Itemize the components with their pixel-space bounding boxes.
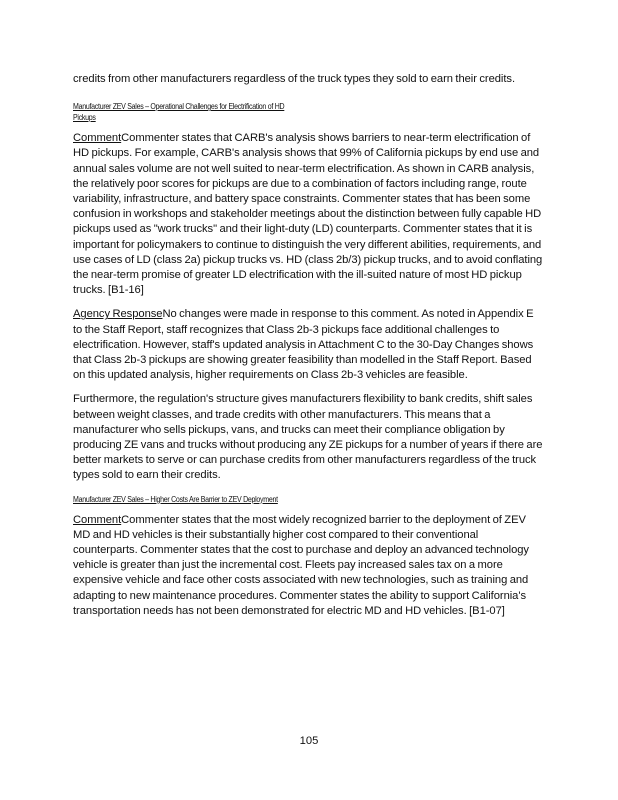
- comment-text: Commenter states that CARB's analysis shows barriers to near-term electrification of HD pickups. For example, CARB's analysis shows that 99% of California pickups by end use and annual sales volume are not well suited to near-term electrification. As shown in CARB analysis, the relatively poor scores for pickups are due to a combination of factors including range, route variability, infrastructure, and battery space constraints. Commenter states that has been some confusion in workshops and stakeholder meetings about the distinction between fully capable HD pickups used as "work trucks" and their light-duty (LD) counterparts. Commenter states that it is important for policymakers to continue to distinguish the very different abilities, requirements, and use cases of LD (class 2a) pickup trucks vs. HD (class 2b/3) pickup trucks, and to avoid conflating the near-term promise of greater LD electrification with the ill-suited nature of most HD pickup trucks. [B1-16]: [73, 132, 543, 297]
- agency-response-label: Agency Response: [73, 308, 163, 321]
- section-heading-costs-line: Manufacturer ZEV Sales – Higher Costs Are Barrier to ZEV Deployment: [73, 493, 278, 504]
- section-heading-costs: [73, 494, 499, 505]
- page-number: 105: [299, 735, 319, 747]
- document-page: [73, 72, 545, 619]
- agency-response-paragraph-2: Furthermore, the regulation's structure gives manufacturers flexibility to bank credits, shift sales between weight classes, and trade credits with other manufacturers. This means that a manufacturer who sells pickups, vans, and trucks can meet their compliance obligation by producing ZE vans and trucks without producing any ZE pickups for a number of years if there are better markets to serve or can purchase credits from other manufacturers regardless of the truck types sold to earn their credits.: [73, 393, 543, 482]
- section-heading-line-2: Pickups: [73, 112, 96, 123]
- comment-text-2: Commenter states that the most widely recognized barrier to the deployment of ZEV MD and HD vehicles is their substantially higher cost compared to their conventional counterparts. Commenter states that the cost to purchase and deploy an advanced technology vehicle is greater than just the incremental cost. Fleets pay increased sales tax on a more expensive vehicle and face other costs associated with new technologies, such as training and adapting to new maintenance procedures. Commenter states the ability to support California's transportation needs has not been demonstrated for electric MD and HD vehicles. [B1-07]: [73, 513, 529, 617]
- comment-label: Comment: [73, 132, 122, 145]
- intro-paragraph: credits from other manufacturers regardless of the truck types they sold to earn their credits.: [73, 73, 516, 85]
- comment-label-2: Comment: [73, 513, 122, 526]
- section-heading-line-1: Manufacturer ZEV Sales – Operational Challenges for Electrification of HD: [73, 101, 285, 112]
- section-heading-pickups: [73, 101, 499, 123]
- agency-response-paragraph: [73, 307, 545, 383]
- comment-paragraph-1: [73, 131, 545, 298]
- agency-response-text: No changes were made in response to this comment. As noted in Appendix E to the Staff Report, staff recognizes that Class 2b-3 pickups face additional challenges to electrification. However, staff's updated analysis in Attachment C to the 30-Day Changes shows that Class 2b-3 pickups are showing greater feasibility than modelled in the Staff Report. Based on this updated analysis, higher requirements on Class 2b-3 vehicles are feasible.: [73, 308, 534, 382]
- comment-paragraph-2: [73, 513, 545, 619]
